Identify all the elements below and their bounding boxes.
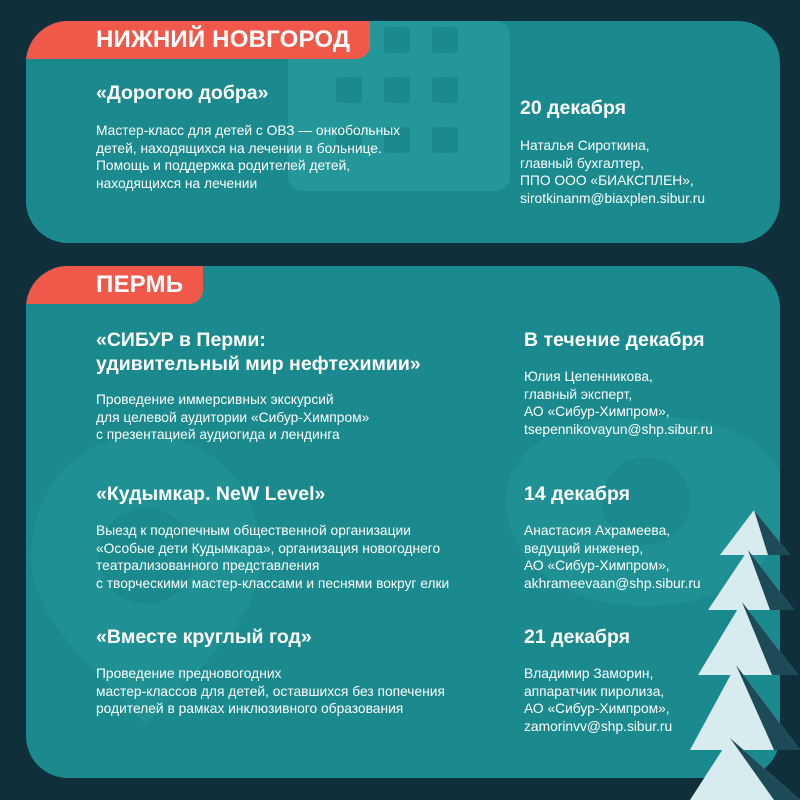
contact-organization: АО «Сибур-Химпром», <box>524 701 670 716</box>
contact-organization: ППО ООО «БИАКСПЛЕН», <box>520 173 694 188</box>
contact-organization: АО «Сибур-Химпром», <box>524 404 670 419</box>
contact-email[interactable]: akhrameevaan@shp.sibur.ru <box>524 575 701 591</box>
city-label: НИЖНИЙ НОВГОРОД <box>26 21 370 59</box>
event-description <box>96 122 400 192</box>
event-contact <box>524 368 713 438</box>
event-description <box>96 522 449 592</box>
event-description <box>96 391 369 444</box>
event-date: 21 декабря <box>524 626 631 648</box>
event-title <box>96 328 421 376</box>
event-title <box>96 625 312 649</box>
contact-name: Владимир Заморин, <box>524 666 654 681</box>
event-description-line: Проведение иммерсивных экскурсий <box>96 392 334 407</box>
contact-email[interactable]: sirotkinanm@biaxplen.sibur.ru <box>520 190 706 206</box>
city-label: ПЕРМЬ <box>26 266 203 304</box>
event-title-line: «Вместе круглый год» <box>96 626 312 648</box>
event-contact <box>524 665 672 735</box>
christmas-tree-icon <box>690 510 800 800</box>
event-title-line: «СИБУР в Перми: <box>96 329 266 351</box>
contact-name: Наталья Сироткина, <box>520 138 650 153</box>
contact-position: главный бухгалтер, <box>520 155 645 171</box>
event-description-line: с творческими мастер-классами и песнями вокруг елки <box>96 575 450 591</box>
event-title-line: «Кудымкар. NeW Level» <box>96 483 326 505</box>
event-date: 20 декабря <box>520 97 627 119</box>
contact-organization: АО «Сибур-Химпром», <box>524 558 670 573</box>
event-title <box>96 482 325 506</box>
section-card-perm <box>26 266 780 778</box>
section-card-nizhny-novgorod <box>26 21 780 243</box>
event-description-line: с презентацией аудиогида и лендинга <box>96 427 340 442</box>
event-description-line: театрализованного представления <box>96 558 320 573</box>
event-description-line: Помощь и поддержка родителей детей, <box>96 158 351 173</box>
contact-email[interactable]: zamorinvv@shp.sibur.ru <box>524 718 673 734</box>
contact-name: Юлия Цепенникова, <box>524 369 653 384</box>
event-description-line: мастер-классов для детей, оставшихся без попечения <box>96 683 445 699</box>
event-description-line: Проведение предновогодних <box>96 666 282 681</box>
event-date: В течение декабря <box>524 329 705 351</box>
event-description <box>96 665 445 718</box>
event-contact <box>524 522 701 592</box>
event-description-line: находящихся на лечении <box>96 175 258 191</box>
event-description-line: детей, находящихся на лечении в больнице. <box>96 140 382 156</box>
event-description-line: «Особые дети Кудымкара», организация новогоднего <box>96 540 441 556</box>
event-date: 14 декабря <box>524 483 631 505</box>
event-description-line: родителей в рамках инклюзивного образования <box>96 701 404 716</box>
event-title-line: удивительный мир нефтехимии» <box>96 353 421 375</box>
contact-position: ведущий инженер, <box>524 540 644 556</box>
contact-position: главный эксперт, <box>524 386 633 402</box>
event-title-line: «Дорогою добра» <box>96 82 269 104</box>
event-contact <box>520 137 705 207</box>
event-title <box>96 81 269 105</box>
event-description-line: Выезд к подопечным общественной организации <box>96 523 411 538</box>
event-description-line: для целевой аудитории «Сибур-Химпром» <box>96 409 370 425</box>
contact-email[interactable]: tsepennikovayun@shp.sibur.ru <box>524 421 713 437</box>
contact-position: аппаратчик пиролиза, <box>524 683 665 699</box>
event-description-line: Мастер-класс для детей с ОВЗ — онкобольных <box>96 123 401 138</box>
contact-name: Анастасия Ахрамеева, <box>524 523 671 538</box>
